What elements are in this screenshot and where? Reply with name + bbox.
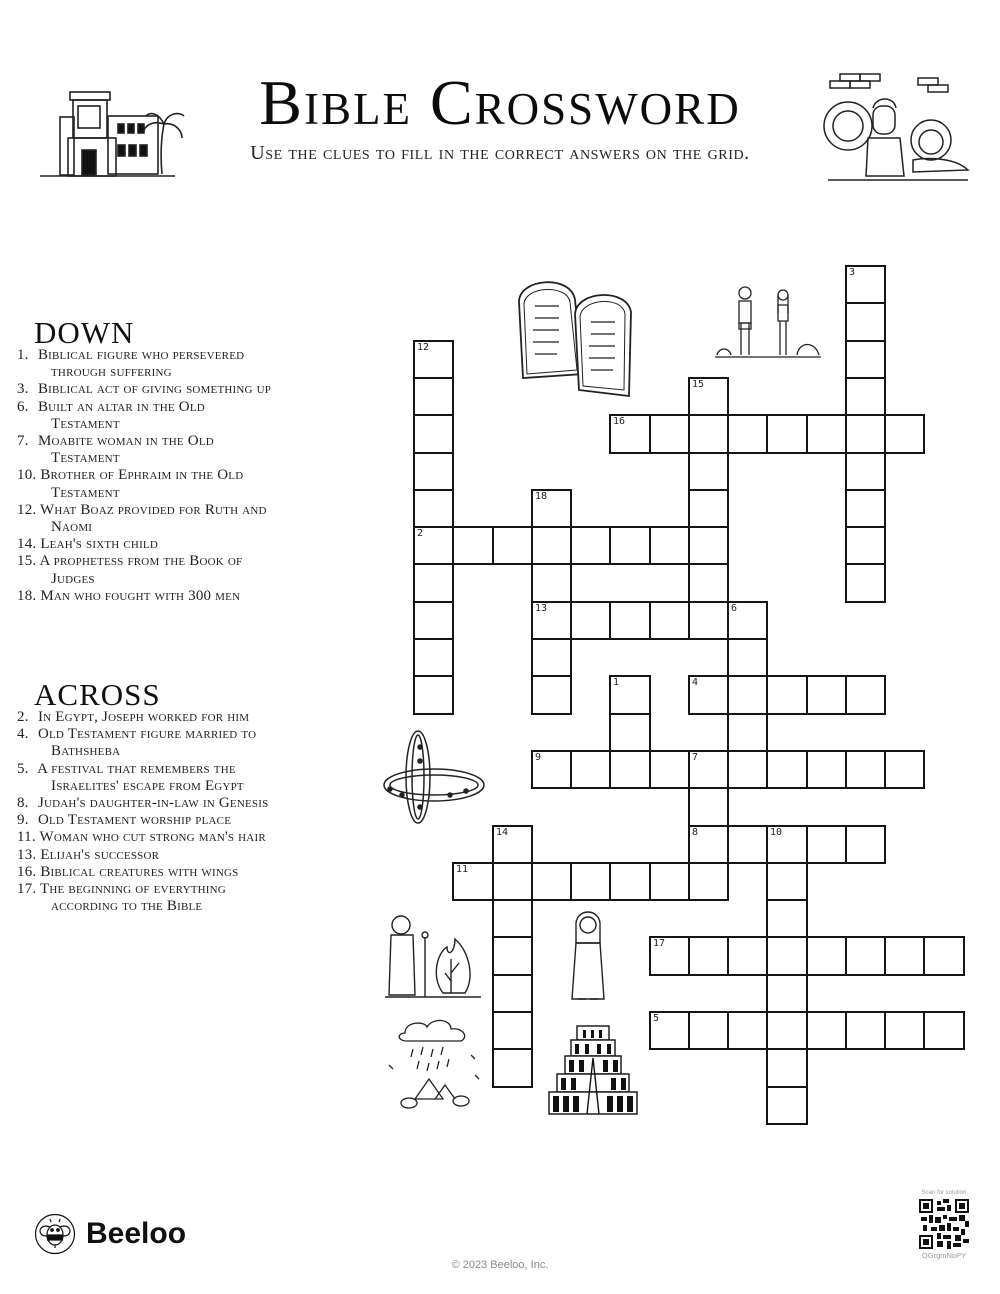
- clue-number: 13.: [17, 846, 37, 863]
- grid-cell[interactable]: [766, 899, 808, 938]
- grid-cell[interactable]: [688, 601, 729, 640]
- clue-number-label: 10: [770, 827, 783, 838]
- down-clue-list: [17, 347, 274, 605]
- clue-number: 15.: [17, 553, 37, 570]
- grid-cell[interactable]: [531, 750, 572, 789]
- across-clue-8: 8. Judah's daughter-in-law in Genesis: [17, 795, 269, 812]
- grid-cell[interactable]: [766, 1086, 808, 1125]
- brand-name: Beeloo: [86, 1217, 187, 1250]
- grid-cell[interactable]: [845, 377, 886, 416]
- grid-cell[interactable]: [492, 862, 533, 901]
- grid-cell[interactable]: [884, 1011, 925, 1050]
- page-subtitle: Use the clues to fill in the correct answers on the grid.: [250, 142, 750, 164]
- qr-caption: Scan for solution: [921, 1190, 967, 1196]
- clue-number-label: 16: [613, 416, 626, 427]
- clue-text: Judah's daughter-in-law in Genesis: [37, 795, 269, 812]
- grid-cell[interactable]: [923, 936, 965, 976]
- clue-number: 12.: [17, 501, 37, 518]
- grid-cell[interactable]: [413, 601, 454, 640]
- grid-cell[interactable]: [845, 563, 886, 603]
- grid-cell[interactable]: [884, 414, 925, 454]
- across-clue-5: 5. A festival that remembers the Israelites' escape from Egypt: [17, 760, 244, 794]
- clue-text: Leah's sixth child: [40, 536, 158, 553]
- grid-cell[interactable]: [845, 936, 886, 976]
- grid-cell[interactable]: [806, 675, 847, 715]
- grid-cell[interactable]: [688, 452, 729, 491]
- solution-qr-block: [913, 1190, 975, 1260]
- grid-cell[interactable]: [531, 862, 572, 901]
- grid-cell[interactable]: [649, 936, 690, 976]
- grid-cell[interactable]: [609, 713, 651, 752]
- grid-cell[interactable]: [806, 936, 847, 976]
- down-clues-section: [17, 315, 274, 605]
- clue-number-label: 14: [496, 827, 509, 838]
- grid-cell[interactable]: [766, 750, 808, 789]
- grid-cell[interactable]: [452, 526, 494, 565]
- grid-cell[interactable]: [413, 675, 454, 715]
- grid-cell[interactable]: [884, 750, 925, 789]
- grid-cell[interactable]: [413, 414, 454, 454]
- grid-cell[interactable]: [845, 302, 886, 342]
- grid-cell[interactable]: [531, 489, 572, 528]
- daniel-lions-den-illustration: [818, 68, 978, 186]
- clue-text: In Egypt, Joseph worked for him: [37, 709, 250, 725]
- down-clue-12: [17, 501, 274, 536]
- grid-cell[interactable]: [413, 340, 454, 379]
- qr-code-icon[interactable]: [919, 1199, 969, 1249]
- grid-cell[interactable]: [649, 601, 690, 640]
- grid-cell[interactable]: [531, 563, 572, 603]
- clue-number-label: 11: [456, 864, 469, 875]
- down-clue-15: [17, 553, 274, 587]
- grid-cell[interactable]: [649, 526, 690, 565]
- clue-number: 10.: [17, 467, 37, 484]
- grid-cell[interactable]: [845, 1011, 886, 1050]
- grid-cell[interactable]: [806, 414, 847, 454]
- clue-text: What Boaz provided for Ruth and Naomi: [40, 501, 267, 536]
- grid-cell[interactable]: [413, 638, 454, 677]
- clue-number-label: 13: [535, 603, 548, 614]
- moses-burning-bush-illustration: [385, 907, 485, 1001]
- woman-figure-illustration: [566, 903, 610, 1005]
- grid-cell[interactable]: [649, 414, 690, 454]
- ten-commandments-tablets-illustration: [513, 278, 643, 400]
- grid-cell[interactable]: [727, 675, 768, 715]
- grid-cell[interactable]: [845, 675, 886, 715]
- grid-cell[interactable]: [727, 750, 768, 789]
- grid-cell[interactable]: [727, 1011, 768, 1050]
- grid-cell[interactable]: [492, 526, 533, 565]
- grid-cell[interactable]: [845, 750, 886, 789]
- grid-cell[interactable]: [413, 563, 454, 603]
- clue-number: 16.: [17, 863, 37, 880]
- clue-text: A prophetess from the Book of Judges: [39, 553, 243, 587]
- clue-number-label: 2: [417, 528, 424, 539]
- across-clues-section: [17, 677, 274, 915]
- clue-number-label: 17: [653, 938, 666, 949]
- grid-cell[interactable]: [570, 862, 611, 901]
- across-clue-17: [17, 881, 274, 915]
- grid-cell[interactable]: [806, 1011, 847, 1050]
- grid-cell[interactable]: [649, 1011, 690, 1050]
- grid-cell[interactable]: [688, 563, 729, 603]
- grid-cell[interactable]: [845, 825, 886, 864]
- clue-text: Old Testament figure married to Bathsheba: [37, 726, 257, 760]
- clue-text: The beginning of everything according to the Bible: [40, 881, 226, 915]
- grid-cell[interactable]: [806, 750, 847, 789]
- grid-cell[interactable]: [688, 414, 729, 454]
- clue-text: Woman who cut strong man's hair: [39, 829, 266, 846]
- clue-number-label: 8: [692, 827, 699, 838]
- grid-cell[interactable]: [806, 825, 847, 864]
- temple-building-illustration: [40, 82, 185, 182]
- grid-cell[interactable]: [688, 787, 729, 827]
- down-clue-1: 1. Biblical figure who persevered through suffering: [17, 347, 245, 381]
- grid-cell[interactable]: [884, 936, 925, 976]
- clue-text: Biblical act of giving something up: [37, 381, 272, 398]
- clue-number: 17.: [17, 881, 37, 898]
- grid-cell[interactable]: [727, 638, 768, 677]
- clue-number-label: 6: [731, 603, 738, 614]
- clue-text: Biblical creatures with wings: [40, 863, 239, 880]
- grid-cell[interactable]: [688, 377, 729, 416]
- clue-text: Brother of Ephraim in the Old Testament: [40, 467, 244, 501]
- clue-number-label: 4: [692, 677, 699, 688]
- across-clue-4: 4. Old Testament figure married to Bathsheba: [17, 726, 257, 760]
- grid-cell[interactable]: [727, 825, 768, 864]
- copyright-text: © 2023 Beeloo, Inc.: [451, 1259, 549, 1271]
- across-clue-2: 2. In Egypt, Joseph worked for him: [17, 709, 250, 725]
- grid-cell[interactable]: [688, 750, 729, 789]
- qr-code-id: OGrgmNoPY: [921, 1251, 967, 1260]
- grid-cell[interactable]: [413, 526, 454, 565]
- down-clue-10: [17, 467, 274, 501]
- page-title: Bible Crossword: [259, 67, 741, 138]
- grid-cell[interactable]: [766, 936, 808, 976]
- grid-cell[interactable]: [609, 414, 651, 454]
- clue-text: Moabite woman in the Old Testament: [37, 433, 214, 467]
- grid-cell[interactable]: [766, 862, 808, 901]
- clue-number-label: 3: [849, 267, 856, 278]
- grid-cell[interactable]: [570, 750, 611, 789]
- down-heading: DOWN: [34, 315, 135, 350]
- grid-cell[interactable]: [688, 936, 729, 976]
- grid-cell[interactable]: [531, 675, 572, 715]
- clue-text: Elijah's successor: [40, 846, 160, 863]
- across-clue-9: 9. Old Testament worship place: [17, 812, 232, 829]
- clue-number-label: 12: [417, 342, 430, 353]
- grid-cell[interactable]: [845, 452, 886, 491]
- grid-cell[interactable]: [531, 601, 572, 640]
- grid-cell[interactable]: [766, 1048, 808, 1088]
- across-clue-11: [17, 829, 274, 846]
- clue-text: A festival that remembers the Israelites' escape from Egypt: [37, 760, 244, 794]
- clue-text: Biblical figure who persevered through suffering: [37, 347, 245, 381]
- grid-cell[interactable]: [609, 526, 651, 565]
- grid-cell[interactable]: [845, 340, 886, 379]
- clue-number: 11.: [17, 829, 36, 846]
- grid-cell[interactable]: [570, 601, 611, 640]
- grid-cell[interactable]: [688, 526, 729, 565]
- clue-number: 18.: [17, 587, 37, 604]
- clue-number-label: 5: [653, 1013, 660, 1024]
- grid-cell[interactable]: [845, 526, 886, 565]
- grid-cell[interactable]: [609, 675, 651, 715]
- grid-cell[interactable]: [766, 825, 808, 864]
- grid-cell[interactable]: [727, 936, 768, 976]
- grid-cell[interactable]: [531, 638, 572, 677]
- grid-cell[interactable]: [492, 1048, 533, 1088]
- across-heading: ACROSS: [34, 677, 161, 712]
- grid-cell[interactable]: [766, 1011, 808, 1050]
- grid-cell[interactable]: [766, 414, 808, 454]
- adam-and-eve-illustration: [715, 283, 825, 361]
- beeloo-logo: [34, 1213, 186, 1255]
- grid-cell[interactable]: [727, 414, 768, 454]
- grid-cell[interactable]: [845, 265, 886, 304]
- tower-of-babel-illustration: [545, 1018, 641, 1116]
- grid-cell[interactable]: [727, 601, 768, 640]
- plagues-of-egypt-illustration: [385, 1015, 485, 1113]
- grid-cell[interactable]: [688, 1011, 729, 1050]
- grid-cell[interactable]: [688, 675, 729, 715]
- grid-cell[interactable]: [492, 974, 533, 1013]
- grid-cell[interactable]: [727, 713, 768, 752]
- grid-cell[interactable]: [413, 377, 454, 416]
- grid-cell[interactable]: [531, 526, 572, 565]
- grid-cell[interactable]: [766, 974, 808, 1013]
- grid-cell[interactable]: [766, 675, 808, 715]
- grid-cell[interactable]: [649, 750, 690, 789]
- grid-cell[interactable]: [609, 862, 651, 901]
- grid-cell[interactable]: [923, 1011, 965, 1050]
- clue-number-label: 9: [535, 752, 542, 763]
- grid-cell[interactable]: [688, 825, 729, 864]
- clue-text: Old Testament worship place: [37, 812, 232, 829]
- wedding-rings-illustration: [380, 727, 488, 830]
- clue-number-label: 7: [692, 752, 699, 763]
- grid-cell[interactable]: [688, 489, 729, 528]
- clue-number-label: 18: [535, 491, 548, 502]
- grid-cell[interactable]: [688, 862, 729, 901]
- clue-number-label: 1: [613, 677, 620, 688]
- grid-cell[interactable]: [492, 825, 533, 864]
- grid-cell[interactable]: [492, 899, 533, 938]
- clue-number: 14.: [17, 536, 37, 553]
- grid-cell[interactable]: [452, 862, 494, 901]
- bee-mascot-icon: [34, 1213, 76, 1255]
- across-clue-16: [17, 863, 274, 881]
- grid-cell[interactable]: [609, 601, 651, 640]
- grid-cell[interactable]: [609, 750, 651, 789]
- grid-cell[interactable]: [492, 936, 533, 976]
- down-clue-3: 3. Biblical act of giving something up: [17, 381, 272, 398]
- across-clue-list: [17, 709, 274, 915]
- grid-cell[interactable]: [845, 489, 886, 528]
- clue-number-label: 15: [692, 379, 705, 390]
- grid-cell[interactable]: [492, 1011, 533, 1050]
- clue-text: Built an altar in the Old Testament: [37, 398, 205, 432]
- grid-cell[interactable]: [413, 452, 454, 491]
- grid-cell[interactable]: [413, 489, 454, 528]
- down-clue-7: 7. Moabite woman in the Old Testament: [17, 433, 214, 467]
- down-clue-6: 6. Built an altar in the Old Testament: [17, 398, 205, 432]
- grid-cell[interactable]: [649, 862, 690, 901]
- grid-cell[interactable]: [570, 526, 611, 565]
- grid-cell[interactable]: [845, 414, 886, 454]
- down-clue-14: [17, 536, 274, 553]
- across-clue-13: [17, 846, 274, 864]
- clue-text: Man who fought with 300 men: [40, 587, 241, 604]
- down-clue-18: [17, 587, 274, 605]
